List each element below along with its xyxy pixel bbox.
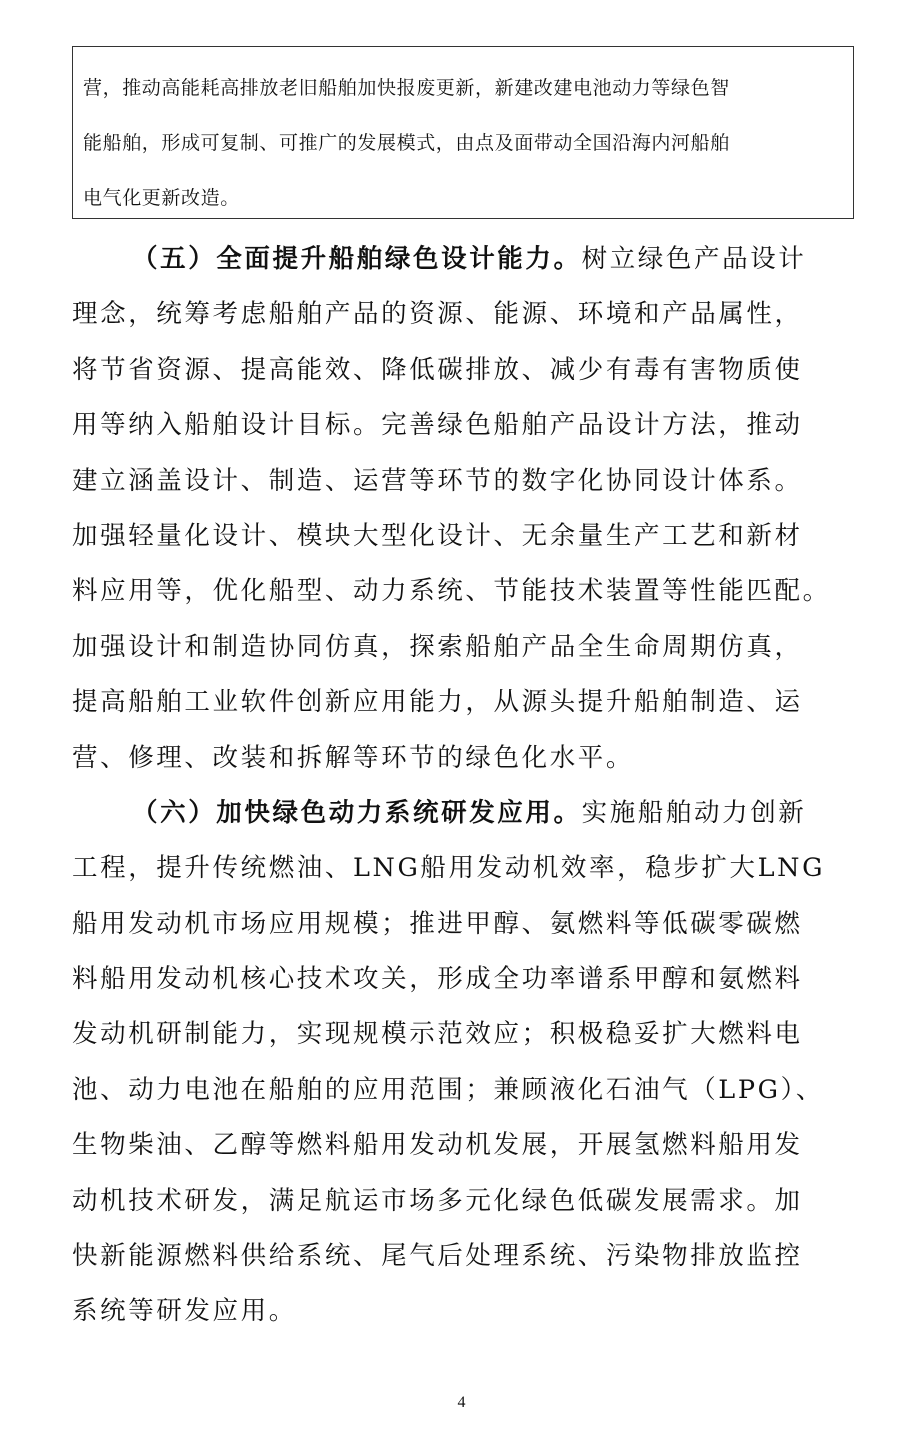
paragraph-line: 加强设计和制造协同仿真，探索船舶产品全生命周期仿真， — [72, 631, 803, 662]
boxed-note-line: 电气化更新改造。 — [83, 187, 240, 209]
section-6-heading: （六）加快绿色动力系统研发应用。 — [132, 797, 582, 828]
section-6-first-line — [72, 786, 862, 841]
paragraph-line: 发动机研制能力，实现规模示范效应；积极稳妥扩大燃料电 — [72, 1019, 803, 1050]
boxed-note-line: 营，推动高能耗高排放老旧船舶加快报废更新，新建改建电池动力等绿色智 — [83, 77, 730, 99]
paragraph-line: 理念，统筹考虑船舶产品的资源、能源、环境和产品属性， — [72, 299, 803, 330]
section-5-text: 树立绿色产品设计 — [581, 244, 807, 274]
paragraph-line: 用等纳入船舶设计目标。完善绿色船舶产品设计方法，推动 — [72, 410, 803, 441]
paragraph-line: 动机技术研发，满足航运市场多元化绿色低碳发展需求。加 — [72, 1185, 803, 1216]
boxed-note-line: 能船舶，形成可复制、可推广的发展模式，由点及面带动全国沿海内河船舶 — [83, 132, 730, 154]
paragraph-line: 快新能源燃料供给系统、尾气后处理系统、污染物排放监控 — [72, 1241, 803, 1272]
section-5-first-line — [72, 232, 862, 287]
paragraph-line: 工程，提升传统燃油、LNG船用发动机效率，稳步扩大LNG — [72, 853, 826, 884]
body-text — [72, 232, 862, 1340]
paragraph-line: 池、动力电池在船舶的应用范围；兼顾液化石油气（LPG）、 — [72, 1074, 825, 1105]
section-6-text: 实施船舶动力创新 — [581, 797, 807, 828]
section-5-heading: （五）全面提升船舶绿色设计能力。 — [132, 244, 582, 274]
paragraph-line: 建立涵盖设计、制造、运营等环节的数字化协同设计体系。 — [72, 465, 803, 496]
paragraph-line: 提高船舶工业软件创新应用能力，从源头提升船舶制造、运 — [72, 687, 803, 718]
paragraph-line: 船用发动机市场应用规模；推进甲醇、氨燃料等低碳零碳燃 — [72, 908, 803, 939]
paragraph-line: 加强轻量化设计、模块大型化设计、无余量生产工艺和新材 — [72, 520, 803, 551]
page-number: 4 — [457, 1394, 466, 1411]
boxed-note — [72, 46, 854, 219]
paragraph-line: 料船用发动机核心技术攻关，形成全功率谱系甲醇和氨燃料 — [72, 964, 803, 995]
paragraph-line: 生物柴油、乙醇等燃料船用发动机发展，开展氢燃料船用发 — [72, 1130, 803, 1161]
paragraph-line: 营、修理、改装和拆解等环节的绿色化水平。 — [72, 742, 635, 773]
paragraph-line: 将节省资源、提高能效、降低碳排放、减少有毒有害物质使 — [72, 354, 803, 385]
paragraph-line: 系统等研发应用。 — [72, 1296, 297, 1327]
paragraph-line: 料应用等，优化船型、动力系统、节能技术装置等性能匹配。 — [72, 576, 831, 607]
